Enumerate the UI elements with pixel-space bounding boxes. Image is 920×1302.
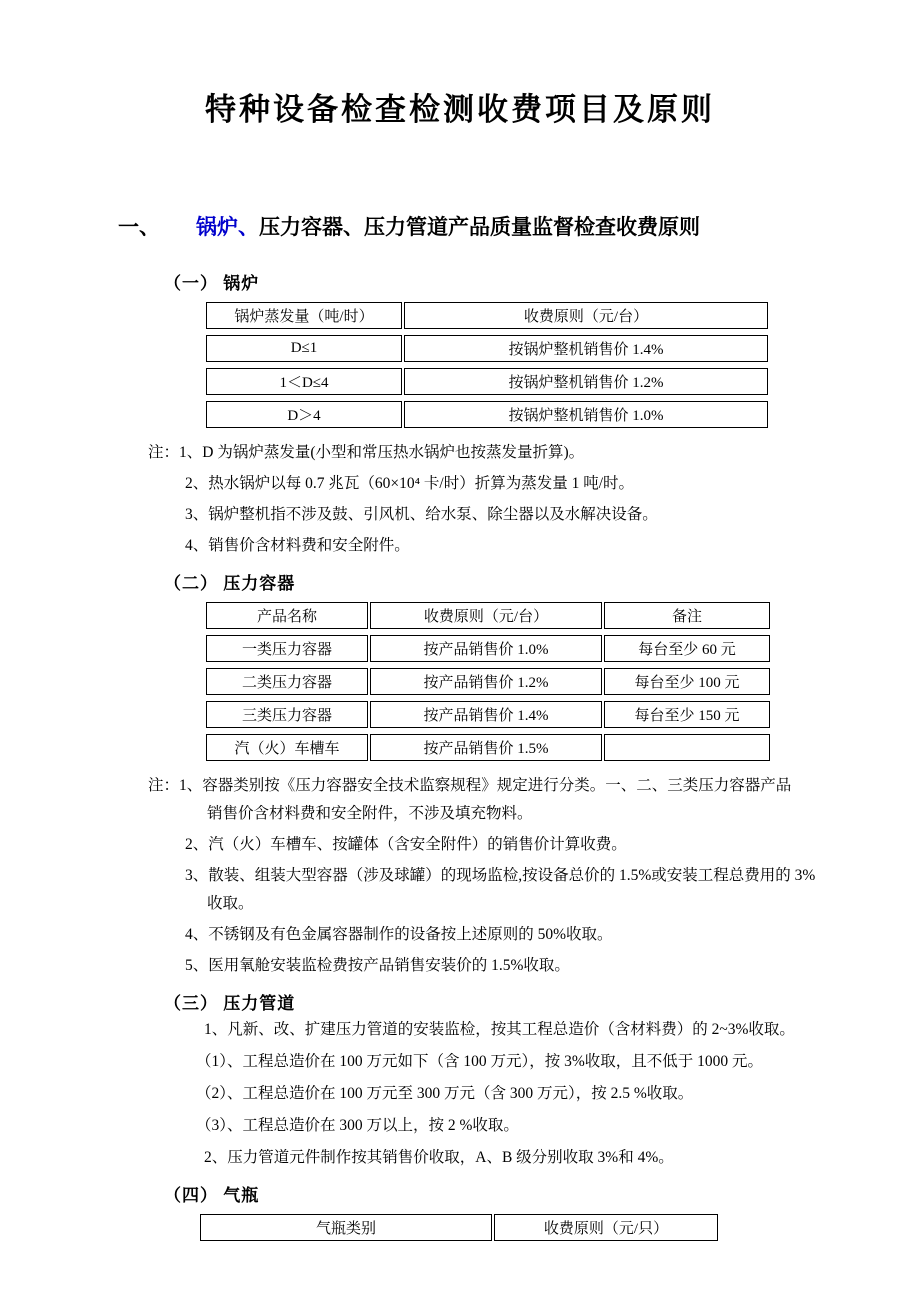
table-cell — [604, 734, 770, 761]
note-line: 2、热水锅炉以每 0.7 兆瓦（60×10⁴ 卡/时）折算为蒸发量 1 吨/时。 — [185, 475, 635, 492]
note-line: 注：1、D 为锅炉蒸发量(小型和常压热水锅炉也按蒸发量折算)。 — [148, 444, 585, 461]
rule-line: 1、凡新、改、扩建压力管道的安装监检，按其工程总造价（含材料费）的 2~3%收取。 — [204, 1021, 795, 1038]
table-cell: 二类压力容器 — [206, 668, 368, 695]
rule-line: （3）、工程总造价在 300 万以上，按 2 %收取。 — [196, 1117, 519, 1134]
note-line: 2、汽（火）车槽车、按罐体（含安全附件）的销售价计算收费。 — [185, 836, 627, 853]
section-1-title-blue: 锅炉、 — [196, 215, 259, 239]
vessel-col-header-fee: 收费原则（元/台） — [370, 602, 602, 629]
section-1-title-rest: 压力容器、压力管道产品质量监督检查收费原则 — [259, 215, 700, 239]
vessel-notes — [0, 776, 920, 975]
rule-line: （1）、工程总造价在 100 万元如下（含 100 万元），按 3%收取，且不低于 1000 元。 — [196, 1053, 764, 1070]
table-row — [206, 401, 768, 428]
section-1-number: 一、 — [118, 215, 160, 239]
table-cell: 每台至少 100 元 — [604, 668, 770, 695]
rule-line: （2）、工程总造价在 100 万元至 300 万元（含 300 万元），按 2.5 %收取。 — [196, 1085, 694, 1102]
subsection-boiler-heading: （一） 锅炉 — [164, 274, 260, 293]
note-line: 5、医用氧舱安装监检费按产品销售安装价的 1.5%收取。 — [185, 957, 570, 974]
table-cell: 按锅炉整机销售价 1.0% — [404, 401, 768, 428]
table-header-row — [200, 1214, 718, 1241]
boiler-col-header-fee: 收费原则（元/台） — [404, 302, 768, 329]
note-line: 4、销售价含材料费和安全附件。 — [185, 537, 410, 554]
note-line-continuation: 销售价含材料费和安全附件，不涉及填充物料。 — [207, 805, 533, 822]
note-line: 注：1、容器类别按《压力容器安全技术监察规程》规定进行分类。一、二、三类压力容器产品 — [148, 777, 792, 794]
table-row — [206, 668, 770, 695]
table-cell: 按锅炉整机销售价 1.4% — [404, 335, 768, 362]
table-cell: 每台至少 150 元 — [604, 701, 770, 728]
subsection-cylinder-heading: （四） 气瓶 — [164, 1186, 260, 1205]
table-cell: 按产品销售价 1.2% — [370, 668, 602, 695]
subsection-vessel-heading: （二） 压力容器 — [164, 574, 296, 593]
section-1-heading — [118, 211, 920, 241]
table-cell: 按锅炉整机销售价 1.2% — [404, 368, 768, 395]
table-cell: 一类压力容器 — [206, 635, 368, 662]
table-cell: 汽（火）车槽车 — [206, 734, 368, 761]
rule-line: 2、压力管道元件制作按其销售价收取，A、B 级分别收取 3%和 4%。 — [204, 1149, 674, 1166]
table-cell: 每台至少 60 元 — [604, 635, 770, 662]
table-cell: 1＜D≤4 — [206, 368, 402, 395]
cylinder-col-header-fee: 收费原则（元/只） — [494, 1214, 718, 1241]
table-row — [206, 335, 768, 362]
note-line: 4、不锈钢及有色金属容器制作的设备按上述原则的 50%收取。 — [185, 926, 613, 943]
table-row — [206, 635, 770, 662]
table-cell: 按产品销售价 1.5% — [370, 734, 602, 761]
table-header-row — [206, 602, 770, 629]
table-cell: 按产品销售价 1.0% — [370, 635, 602, 662]
boiler-notes — [0, 443, 920, 555]
table-row — [206, 701, 770, 728]
note-line: 3、锅炉整机指不涉及鼓、引风机、给水泵、除尘器以及水解决设备。 — [185, 506, 658, 523]
vessel-col-header-product: 产品名称 — [206, 602, 368, 629]
table-cell: D＞4 — [206, 401, 402, 428]
note-line-continuation: 收取。 — [207, 895, 254, 912]
table-cell: 按产品销售价 1.4% — [370, 701, 602, 728]
page-title: 特种设备检查检测收费项目及原则 — [205, 92, 715, 127]
table-cell: 三类压力容器 — [206, 701, 368, 728]
boiler-table — [204, 296, 770, 434]
table-cell: D≤1 — [206, 335, 402, 362]
vessel-table — [204, 596, 772, 767]
cylinder-table — [198, 1208, 720, 1247]
subsection-pipeline-heading: （三） 压力管道 — [164, 994, 296, 1013]
cylinder-col-header-type: 气瓶类别 — [200, 1214, 492, 1241]
table-row — [206, 734, 770, 761]
table-header-row — [206, 302, 768, 329]
table-row — [206, 368, 768, 395]
note-line: 3、散装、组装大型容器（涉及球罐）的现场监检,按设备总价的 1.5%或安装工程总费用的 3% — [185, 867, 816, 884]
pipeline-rules — [0, 1020, 920, 1167]
vessel-col-header-remark: 备注 — [604, 602, 770, 629]
boiler-col-header-capacity: 锅炉蒸发量（吨/时） — [206, 302, 402, 329]
